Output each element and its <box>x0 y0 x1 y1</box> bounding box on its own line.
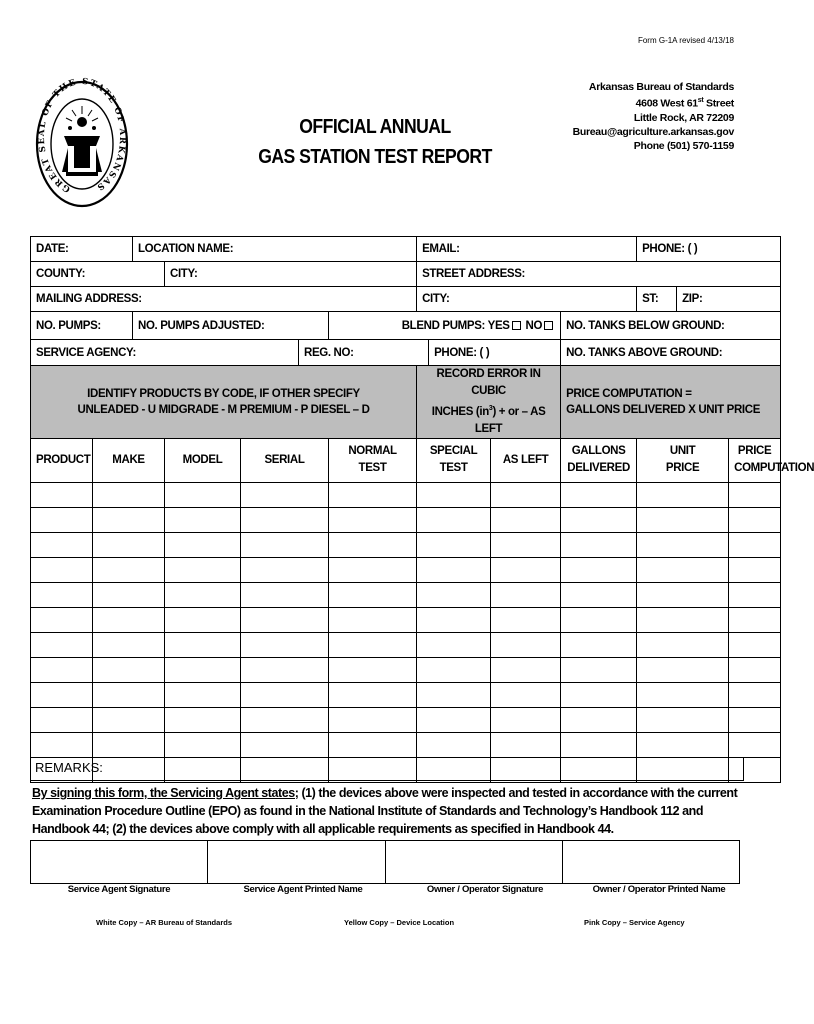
table-cell[interactable] <box>329 507 417 532</box>
table-cell[interactable] <box>561 557 637 582</box>
table-cell[interactable] <box>561 532 637 557</box>
table-cell[interactable] <box>93 607 165 632</box>
table-cell[interactable] <box>165 557 241 582</box>
title-line-2: GAS STATION TEST REPORT <box>258 146 492 168</box>
form-revision: Form G-1A revised 4/13/18 <box>637 36 734 45</box>
agency-city: Little Rock, AR 72209 <box>633 111 734 124</box>
table-cell[interactable] <box>729 482 781 507</box>
table-cell[interactable] <box>417 632 491 657</box>
table-cell[interactable] <box>93 482 165 507</box>
table-cell[interactable] <box>729 682 781 707</box>
col-product: PRODUCT <box>31 438 93 482</box>
table-cell[interactable] <box>241 607 329 632</box>
table-cell[interactable] <box>165 657 241 682</box>
table-cell[interactable] <box>93 507 165 532</box>
table-row <box>31 507 781 532</box>
table-cell[interactable] <box>165 607 241 632</box>
table-row <box>31 732 781 757</box>
table-cell[interactable] <box>329 557 417 582</box>
remarks-field[interactable]: REMARKS: <box>30 758 744 781</box>
table-cell[interactable] <box>561 607 637 632</box>
table-cell[interactable] <box>637 707 729 732</box>
sig-label-service-agent-name: Service Agent Printed Name <box>243 884 363 895</box>
blend-pumps-field[interactable]: BLEND PUMPS: YES NO <box>329 312 561 340</box>
table-cell[interactable] <box>165 532 241 557</box>
table-row <box>31 532 781 557</box>
page-title <box>247 112 502 172</box>
table-cell[interactable] <box>165 582 241 607</box>
table-cell[interactable] <box>417 557 491 582</box>
table-cell[interactable] <box>329 607 417 632</box>
table-cell[interactable] <box>729 532 781 557</box>
price-computation-header: PRICE COMPUTATION = GALLONS DELIVERED X UNIT PRICE <box>561 366 781 439</box>
title-line-1: OFFICIAL ANNUAL <box>299 116 451 138</box>
identify-products-header: IDENTIFY PRODUCTS BY CODE, IF OTHER SPECIFY UNLEADED - U MIDGRADE - M PREMIUM - P DIESEL – D <box>31 366 417 439</box>
table-cell[interactable] <box>241 582 329 607</box>
table-cell[interactable] <box>491 532 561 557</box>
table-cell[interactable] <box>329 632 417 657</box>
table-cell[interactable] <box>31 532 93 557</box>
record-error-header: RECORD ERROR IN CUBIC INCHES $(in^3)$ + or – AS LEFT <box>417 366 561 439</box>
col-model: MODEL <box>165 438 241 482</box>
table-cell[interactable] <box>417 682 491 707</box>
street-address-field[interactable]: STREET ADDRESS: <box>417 262 781 287</box>
table-cell[interactable] <box>31 707 93 732</box>
table-cell[interactable] <box>165 682 241 707</box>
table-row <box>31 682 781 707</box>
table-cell[interactable] <box>417 607 491 632</box>
table-cell[interactable] <box>165 732 241 757</box>
table-cell[interactable] <box>241 482 329 507</box>
signature-table <box>30 840 740 884</box>
table-cell[interactable] <box>417 482 491 507</box>
table-row <box>31 607 781 632</box>
table-cell[interactable] <box>241 732 329 757</box>
table-cell[interactable] <box>241 682 329 707</box>
table-cell[interactable] <box>241 532 329 557</box>
state-field[interactable]: ST: <box>637 287 677 312</box>
table-cell[interactable] <box>729 607 781 632</box>
table-cell[interactable] <box>31 657 93 682</box>
col-unit-price: UNIT PRICE <box>637 438 729 482</box>
table-cell[interactable] <box>31 682 93 707</box>
table-cell[interactable] <box>561 632 637 657</box>
table-cell[interactable] <box>165 632 241 657</box>
table-cell[interactable] <box>241 557 329 582</box>
service-agent-printed-name-box[interactable] <box>208 841 385 884</box>
table-cell[interactable] <box>31 732 93 757</box>
table-cell[interactable] <box>491 682 561 707</box>
signing-statement <box>32 784 738 838</box>
mailing-address-field[interactable]: MAILING ADDRESS: <box>31 287 417 312</box>
table-row <box>31 557 781 582</box>
table-cell[interactable] <box>637 607 729 632</box>
service-agent-signature-box[interactable] <box>31 841 208 884</box>
phone-field[interactable]: PHONE: ( ) <box>637 237 781 262</box>
email-field[interactable]: EMAIL: <box>417 237 637 262</box>
location-name-field[interactable]: LOCATION NAME: <box>133 237 417 262</box>
table-cell[interactable] <box>417 532 491 557</box>
column-header-row <box>31 438 781 482</box>
table-row <box>31 657 781 682</box>
table-cell[interactable] <box>417 732 491 757</box>
table-cell[interactable] <box>31 482 93 507</box>
table-cell[interactable] <box>637 732 729 757</box>
agency-name: Arkansas Bureau of Standards <box>588 81 734 93</box>
table-cell[interactable] <box>241 707 329 732</box>
table-cell[interactable] <box>729 657 781 682</box>
table-cell[interactable] <box>31 557 93 582</box>
agency-street: 4608 West 61st Street <box>635 97 734 110</box>
white-copy-note: White Copy – AR Bureau of Standards <box>96 918 232 927</box>
yellow-copy-note: Yellow Copy – Device Location <box>344 918 455 927</box>
table-cell[interactable] <box>491 732 561 757</box>
table-cell[interactable] <box>729 732 781 757</box>
table-row <box>31 482 781 507</box>
col-special-test: SPECIAL TEST <box>417 438 491 482</box>
table-cell[interactable] <box>561 682 637 707</box>
table-cell[interactable] <box>329 582 417 607</box>
table-cell[interactable] <box>491 707 561 732</box>
table-row <box>31 582 781 607</box>
table-cell[interactable] <box>31 507 93 532</box>
county-field[interactable]: COUNTY: <box>31 262 165 287</box>
table-cell[interactable] <box>93 557 165 582</box>
table-cell[interactable] <box>93 707 165 732</box>
agency-email: Bureau@agriculture.arkansas.gov <box>572 125 734 138</box>
table-cell[interactable] <box>329 682 417 707</box>
table-cell[interactable] <box>729 557 781 582</box>
table-cell[interactable] <box>637 632 729 657</box>
phone2-field[interactable]: PHONE: ( ) <box>429 340 561 366</box>
table-cell[interactable] <box>417 582 491 607</box>
col-serial: SERIAL <box>241 438 329 482</box>
table-cell[interactable] <box>417 657 491 682</box>
table-cell[interactable] <box>491 582 561 607</box>
table-cell[interactable] <box>637 532 729 557</box>
table-cell[interactable] <box>729 507 781 532</box>
table-cell[interactable] <box>241 657 329 682</box>
table-cell[interactable] <box>31 632 93 657</box>
table-cell[interactable] <box>637 657 729 682</box>
col-normal-test: NORMAL TEST <box>329 438 417 482</box>
blend-no-checkbox[interactable] <box>544 321 553 330</box>
blend-yes-checkbox[interactable] <box>512 321 521 330</box>
table-cell[interactable] <box>491 507 561 532</box>
table-cell[interactable] <box>165 482 241 507</box>
service-agency-field[interactable]: SERVICE AGENCY: <box>31 340 299 366</box>
table-cell[interactable] <box>729 707 781 732</box>
col-make: MAKE <box>93 438 165 482</box>
table-cell[interactable] <box>637 507 729 532</box>
table-cell[interactable] <box>491 482 561 507</box>
city2-field[interactable]: CITY: <box>417 287 637 312</box>
tanks-below-field[interactable]: NO. TANKS BELOW GROUND: <box>561 312 781 340</box>
table-cell[interactable] <box>31 607 93 632</box>
col-as-left: AS LEFT <box>491 438 561 482</box>
table-cell[interactable] <box>561 707 637 732</box>
table-cell[interactable] <box>165 507 241 532</box>
date-field[interactable]: DATE: <box>31 237 133 262</box>
table-cell[interactable] <box>93 632 165 657</box>
table-cell[interactable] <box>491 607 561 632</box>
no-pumps-adjusted-field[interactable]: NO. PUMPS ADJUSTED: <box>133 312 329 340</box>
table-cell[interactable] <box>561 482 637 507</box>
table-cell[interactable] <box>491 632 561 657</box>
table-cell[interactable] <box>561 732 637 757</box>
table-cell[interactable] <box>491 557 561 582</box>
sig-label-owner: Owner / Operator Signature <box>426 884 544 895</box>
table-cell[interactable] <box>93 682 165 707</box>
table-cell[interactable] <box>561 507 637 532</box>
table-cell[interactable] <box>729 632 781 657</box>
statement-lead: By signing this form, the Servicing Agent states; <box>32 786 299 800</box>
table-cell[interactable] <box>241 507 329 532</box>
agency-phone: Phone (501) 570-1159 <box>633 139 734 152</box>
sig-label-service-agent: Service Agent Signature <box>67 884 171 895</box>
col-gallons-delivered: GALLONS DELIVERED <box>561 438 637 482</box>
owner-printed-name-box[interactable] <box>562 841 739 884</box>
table-cell[interactable] <box>637 482 729 507</box>
pink-copy-note: Pink Copy – Service Agency <box>584 918 685 927</box>
table-cell[interactable] <box>329 707 417 732</box>
table-cell[interactable] <box>31 582 93 607</box>
table-cell[interactable] <box>637 582 729 607</box>
table-cell[interactable] <box>637 682 729 707</box>
agency-address <box>573 80 734 153</box>
table-cell[interactable] <box>241 632 329 657</box>
table-cell[interactable] <box>329 482 417 507</box>
city-field[interactable]: CITY: <box>165 262 417 287</box>
zip-field[interactable]: ZIP: <box>677 287 781 312</box>
table-cell[interactable] <box>417 707 491 732</box>
tanks-above-field[interactable]: NO. TANKS ABOVE GROUND: <box>561 340 781 366</box>
table-cell[interactable] <box>729 582 781 607</box>
table-row <box>31 632 781 657</box>
svg-text:GREAT SEAL OF THE STATE OF ARK: GREAT SEAL OF THE STATE OF ARKANSAS <box>36 76 128 194</box>
owner-signature-box[interactable] <box>385 841 562 884</box>
reg-no-field[interactable]: REG. NO: <box>299 340 429 366</box>
sig-label-owner-name: Owner / Operator Printed Name <box>592 884 726 895</box>
table-cell[interactable] <box>93 657 165 682</box>
table-cell[interactable] <box>561 582 637 607</box>
table-cell[interactable] <box>417 507 491 532</box>
statement-body: (1) the devices above were inspected and tested in accordance with the current Examination Procedure Outline (EPO) as found in the National Institute of Standards and Technology’s Handbook 112 and Handbook 44; (2) the devices above comply with all applicable requirements as specified in Handbook 44. <box>32 786 738 836</box>
test-report-form <box>30 236 814 783</box>
state-seal-logo <box>34 76 130 212</box>
table-cell[interactable] <box>165 707 241 732</box>
table-cell[interactable] <box>93 732 165 757</box>
no-pumps-field[interactable]: NO. PUMPS: <box>31 312 133 340</box>
table-cell[interactable] <box>491 657 561 682</box>
table-cell[interactable] <box>329 732 417 757</box>
table-cell[interactable] <box>561 657 637 682</box>
table-cell[interactable] <box>329 657 417 682</box>
table-row <box>31 707 781 732</box>
table-cell[interactable] <box>329 532 417 557</box>
table-cell[interactable] <box>93 532 165 557</box>
table-cell[interactable] <box>93 582 165 607</box>
col-price-computation: PRICE COMPUTATION <box>729 438 781 482</box>
table-cell[interactable] <box>637 557 729 582</box>
